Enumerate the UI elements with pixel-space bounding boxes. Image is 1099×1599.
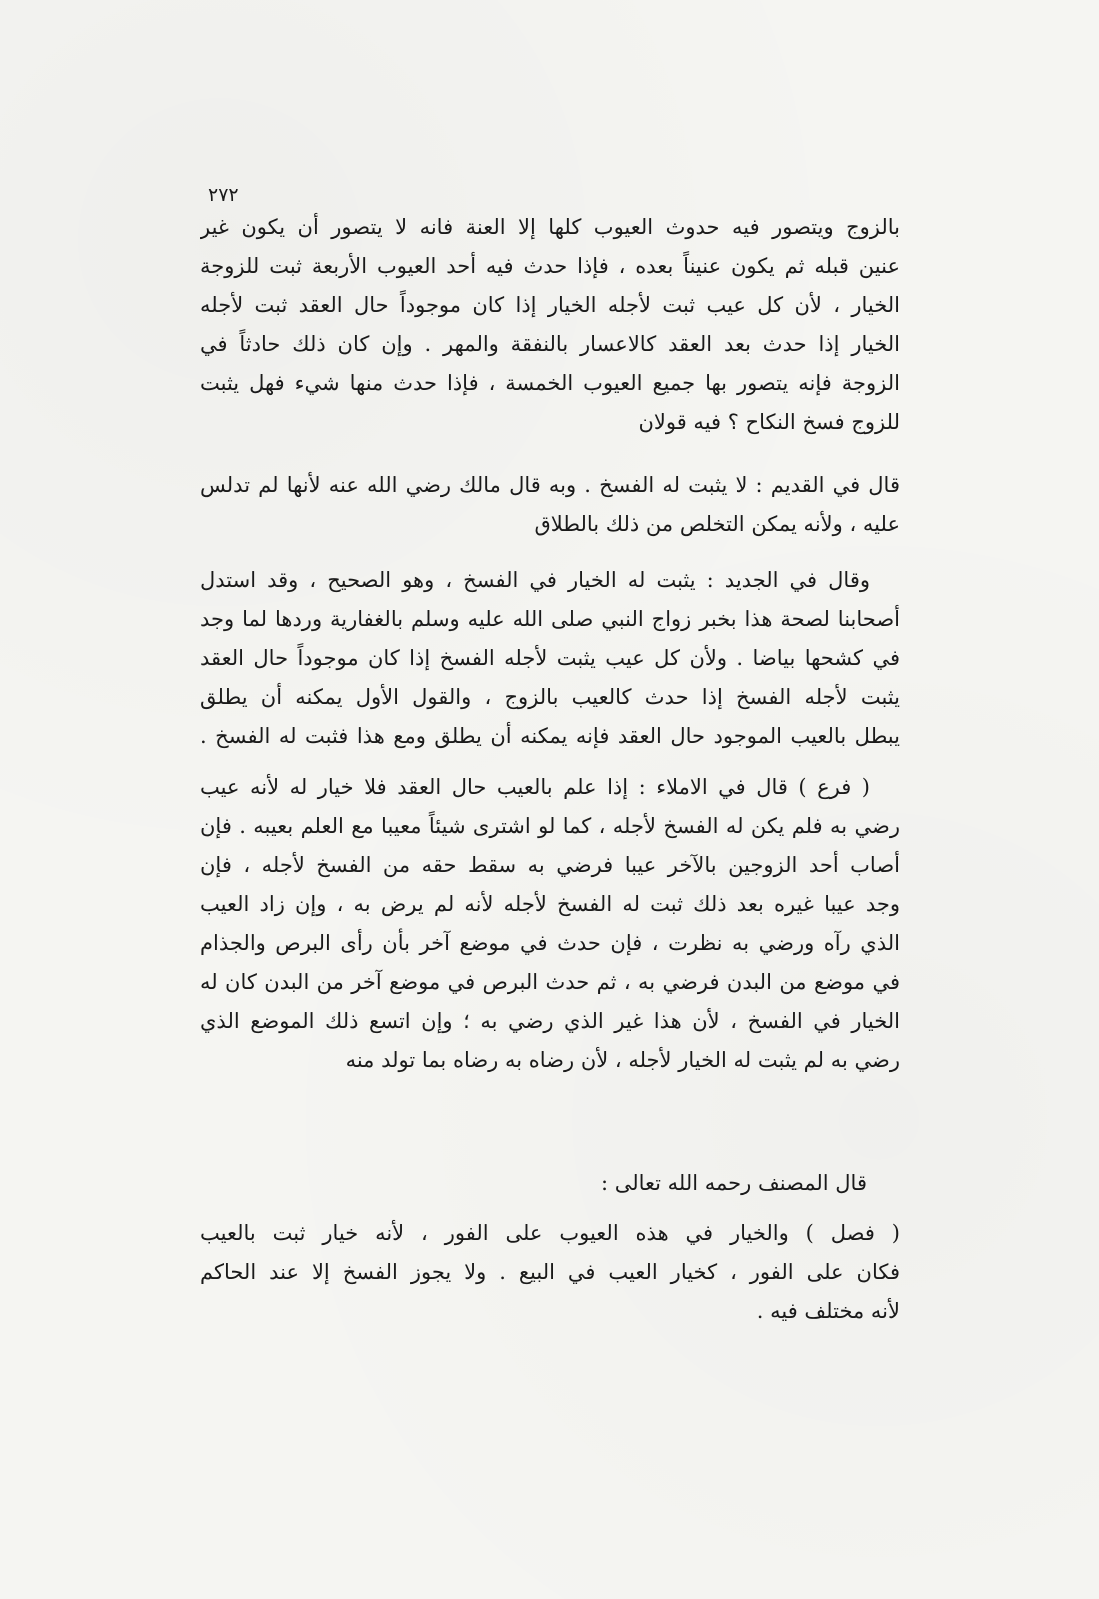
text-line: أصحابنا لصحة هذا بخبر زواج النبي صلى الله عليه وسلم بالغفارية وردها لما وجد: [200, 607, 900, 631]
text-line: الخيار إذا حدث بعد العقد كالاعسار بالنفقة والمهر . وإن كان ذلك حادثاً في: [200, 332, 900, 356]
text-line: يثبت لأجله الفسخ إذا حدث كالعيب بالزوج ، والقول الأول يمكنه أن يطلق: [200, 685, 900, 709]
paragraph-3: [200, 561, 900, 756]
text-line: عليه ، ولأنه يمكن التخلص من ذلك بالطلاق: [534, 512, 900, 536]
section-heading: قال المصنف رحمه الله تعالى :: [600, 1171, 867, 1195]
text-line: الزوجة فإنه يتصور بها جميع العيوب الخمسة ، فإذا حدث منها شيء فهل يثبت: [200, 371, 900, 395]
paragraph-4: [200, 768, 900, 1080]
text-line: بالزوج ويتصور فيه حدوث العيوب كلها إلا العنة فانه لا يتصور أن يكون غير: [200, 215, 900, 239]
text-line: الخيار ، لأن كل عيب ثبت لأجله الخيار إذا كان موجوداً حال العقد ثبت لأجله: [200, 293, 900, 317]
text-line: في كشحها بياضا . ولأن كل عيب يثبت لأجله الفسخ إذا كان موجوداً حال العقد: [200, 646, 900, 670]
text-line: الذي رآه ورضي به نظرت ، فإن حدث في موضع آخر بأن رأى البرص والجذام: [200, 931, 900, 955]
text-line: لأنه مختلف فيه .: [756, 1299, 900, 1323]
paragraph-5: [200, 1214, 900, 1331]
text-line: وقال في الجديد : يثبت له الخيار في الفسخ ، وهو الصحيح ، وقد استدل: [200, 568, 870, 592]
text-line: فكان على الفور ، كخيار العيب في البيع . ولا يجوز الفسخ إلا عند الحاكم: [200, 1260, 900, 1284]
text-line: عنين قبله ثم يكون عنيناً بعده ، فإذا حدث فيه أحد العيوب الأربعة ثبت للزوجة: [200, 254, 900, 278]
text-line: وجد عيبا غيره بعد ذلك ثبت له الفسخ لأجله لأنه لم يرض به ، وإن زاد العيب: [200, 892, 900, 916]
text-line: في موضع من البدن فرضي به ، ثم حدث البرص في موضع آخر من البدن كان له: [200, 970, 900, 994]
text-line: للزوج فسخ النكاح ؟ فيه قولان: [638, 410, 900, 434]
page-number: ٢٧٢: [208, 184, 239, 206]
paragraph-2: [200, 466, 900, 544]
text-line: ( فرع ) قال في الاملاء : إذا علم بالعيب حال العقد فلا خيار له لأنه عيب: [200, 775, 870, 799]
text-line: رضي به فلم يكن له الفسخ لأجله ، كما لو اشترى شيئاً معيبا مع العلم بعيبه . فإن: [200, 814, 900, 838]
text-line: قال في القديم : لا يثبت له الفسخ . وبه قال مالك رضي الله عنه لأنها لم تدلس: [200, 473, 900, 497]
paragraph-1: [200, 208, 900, 442]
text-line: أصاب أحد الزوجين بالآخر عيبا فرضي به سقط حقه من الفسخ لأجله ، فإن: [200, 853, 900, 877]
text-line: رضي به لم يثبت له الخيار لأجله ، لأن رضاه به رضاه بما تولد منه: [345, 1048, 900, 1072]
text-line: ( فصل ) والخيار في هذه العيوب على الفور ، لأنه خيار ثبت بالعيب: [200, 1221, 900, 1245]
text-line: يبطل بالعيب الموجود حال العقد فإنه يمكنه أن يطلق ومع هذا فثبت له الفسخ .: [200, 724, 900, 748]
text-line: الخيار في الفسخ ، لأن هذا غير الذي رضي به ؛ وإن اتسع ذلك الموضع الذي: [200, 1009, 900, 1033]
